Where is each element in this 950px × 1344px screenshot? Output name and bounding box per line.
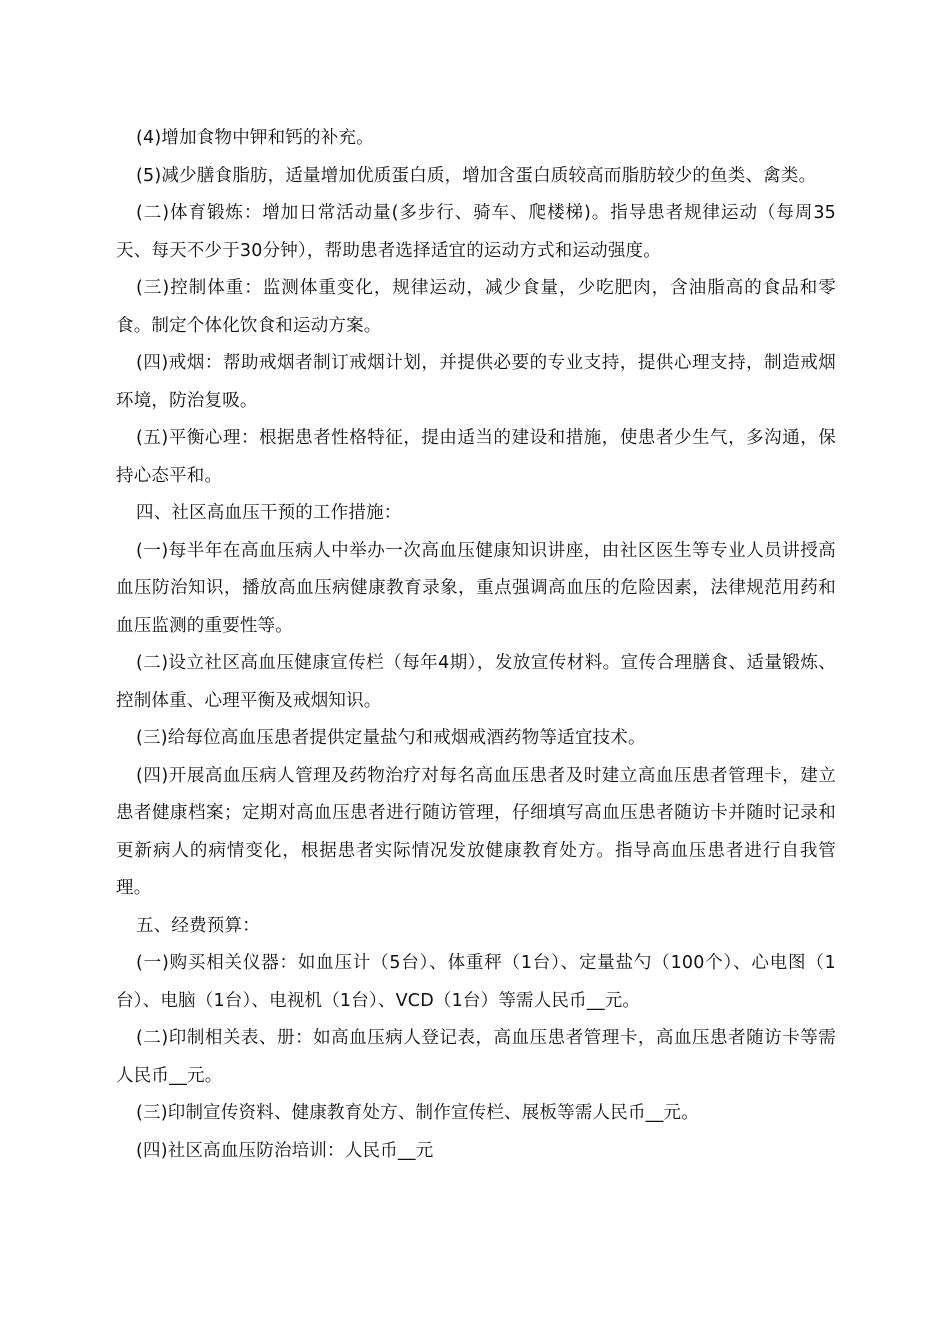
paragraph-salt-spoon: (三)给每位高血压患者提供定量盐勺和戒烟戒酒药物等适宜技术。 [136, 728, 646, 748]
paragraph-quit-smoking: (四)戒烟：帮助戒烟者制订戒烟计划，并提供必要的专业支持，提供心理支持，制造戒烟环境，防治复吸。 [116, 353, 836, 411]
paragraph-diet-fat-protein: (5)减少膳食脂肪，适量增加优质蛋白质，增加含蛋白质较高而脂肪较少的鱼类、禽类。 [136, 165, 817, 186]
paragraph-weight-control: (三)控制体重：监测体重变化，规律运动，减少食量，少吃肥肉，含油脂高的食品和零食。制定个体化饮食和运动方案。 [116, 278, 836, 336]
paragraph-budget-equipment: (一)购买相关仪器：如血压计（5台）、体重秤（1台）、定量盐勺（100个）、心电图（1台）、电脑（1台）、电视机（1台）、VCD（1台）等需人民币__元。 [116, 953, 836, 1011]
paragraph-budget-forms: (二)印制相关表、册：如高血压病人登记表，高血压患者管理卡，高血压患者随访卡等需人民币__元。 [116, 1028, 836, 1086]
heading-intervention-measures: 四、社区高血压干预的工作措施： [136, 503, 402, 523]
document-body [116, 120, 836, 1170]
paragraph-exercise: (二)体育锻炼：增加日常活动量(多步行、骑车、爬楼梯)。指导患者规律运动（每周35天、每天不少于30分钟），帮助患者选择适宜的运动方式和运动强度。 [116, 203, 836, 261]
paragraph-budget-training: (四)社区高血压防治培训：人民币__元 [136, 1140, 434, 1161]
heading-budget: 五、经费预算： [136, 915, 260, 936]
paragraph-patient-management: (四)开展高血压病人管理及药物治疗对每名高血压患者及时建立高血压患者管理卡，建立患者健康档案；定期对高血压患者进行随访管理，仔细填写高血压患者随访卡并随时记录和更新病人的病情变化，根据患者实际情况发放健康教育处方。指导高血压患者进行自我管理。 [116, 765, 836, 898]
paragraph-health-lecture: (一)每半年在高血压病人中举办一次高血压健康知识讲座，由社区医生等专业人员讲授高血压防治知识，播放高血压病健康教育录象，重点强调高血压的危险因素，法律规范用药和血压监测的重要性等。 [116, 540, 836, 636]
paragraph-diet-potassium-calcium: (4)增加食物中钾和钙的补充。 [136, 128, 374, 148]
paragraph-bulletin-board: (二)设立社区高血压健康宣传栏（每年4期），发放宣传材料。宣传合理膳食、适量锻炼、控制体重、心理平衡及戒烟知识。 [116, 653, 836, 711]
paragraph-mental-balance: (五)平衡心理：根据患者性格特征，提由适当的建设和措施，使患者少生气，多沟通，保持心态平和。 [116, 428, 836, 486]
paragraph-budget-publicity: (三)印制宣传资料、健康教育处方、制作宣传栏、展板等需人民币__元。 [136, 1103, 699, 1123]
